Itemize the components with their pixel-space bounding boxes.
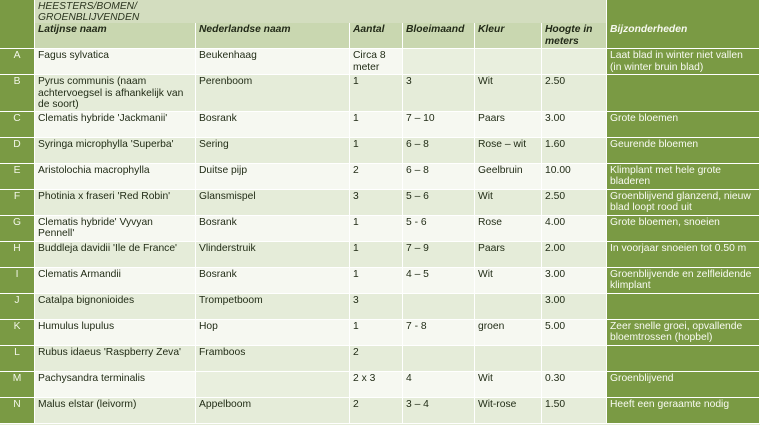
notes-cell: Groenblijvende en zelfleidende klimplant [607,268,760,294]
header-month: Bloeimaand [403,23,475,49]
height-cell: 0.30 [542,372,607,398]
table-row [0,346,760,372]
row-letter-cell: E [0,164,35,190]
row-letter-cell: J [0,294,35,320]
table-row [0,294,760,320]
flower-color-cell: groen [475,320,542,346]
dutch-name-cell [196,372,350,398]
latin-name-cell: Pachysandra terminalis [35,372,196,398]
table-row [0,190,760,216]
header-latin: Latijnse naam [35,23,196,49]
flower-color-cell: Paars [475,242,542,268]
flower-color-cell: Wit [475,75,542,112]
notes-cell: Groenblijvend glanzend, nieuw blad loopt rood uit [607,190,760,216]
dutch-name-cell: Sering [196,138,350,164]
header-count: Aantal [350,23,403,49]
bloom-month-cell: 6 – 8 [403,138,475,164]
bloom-month-cell [403,49,475,75]
count-cell: 1 [350,138,403,164]
height-cell: 2.50 [542,190,607,216]
latin-name-cell: Clematis Armandii [35,268,196,294]
latin-name-cell: Catalpa bignonioides [35,294,196,320]
flower-color-cell [475,294,542,320]
title-notes-cell [607,0,760,23]
title-letter-cell [0,0,35,23]
count-cell: 3 [350,294,403,320]
dutch-name-cell: Framboos [196,346,350,372]
row-letter-cell: H [0,242,35,268]
flower-color-cell: Wit [475,268,542,294]
row-letter-cell: L [0,346,35,372]
table-row [0,398,760,424]
dutch-name-cell: Bosrank [196,268,350,294]
height-cell: 1.60 [542,138,607,164]
notes-cell: Grote bloemen, snoeien [607,216,760,242]
bloom-month-cell: 6 – 8 [403,164,475,190]
bloom-month-cell [403,294,475,320]
count-cell: 2 [350,346,403,372]
flower-color-cell: Rose – wit [475,138,542,164]
height-cell: 1.50 [542,398,607,424]
count-cell: 3 [350,190,403,216]
height-cell: 5.00 [542,320,607,346]
table-row [0,75,760,112]
bloom-month-cell: 5 – 6 [403,190,475,216]
table-row [0,49,760,75]
notes-cell: Klimplant met hele grote bladeren [607,164,760,190]
table-row [0,164,760,190]
height-cell: 2.00 [542,242,607,268]
dutch-name-cell: Appelboom [196,398,350,424]
height-cell: 4.00 [542,216,607,242]
flower-color-cell: Geelbruin [475,164,542,190]
dutch-name-cell: Bosrank [196,216,350,242]
dutch-name-cell: Beukenhaag [196,49,350,75]
row-letter-cell: D [0,138,35,164]
latin-name-cell: Syringa microphylla 'Superba' [35,138,196,164]
dutch-name-cell: Duitse pijp [196,164,350,190]
table-row [0,372,760,398]
bloom-month-cell: 7 – 9 [403,242,475,268]
notes-cell: Grote bloemen [607,112,760,138]
notes-cell: Laat blad in winter niet vallen (in winter bruin blad) [607,49,760,75]
count-cell: 1 [350,216,403,242]
latin-name-cell: Humulus lupulus [35,320,196,346]
count-cell: Circa 8 meter [350,49,403,75]
flower-color-cell: Wit-rose [475,398,542,424]
dutch-name-cell: Glansmispel [196,190,350,216]
title-row [0,0,760,23]
dutch-name-cell: Perenboom [196,75,350,112]
count-cell: 1 [350,75,403,112]
count-cell: 1 [350,112,403,138]
header-color: Kleur [475,23,542,49]
row-letter-cell: C [0,112,35,138]
dutch-name-cell: Hop [196,320,350,346]
flower-color-cell: Rose [475,216,542,242]
bloom-month-cell: 5 - 6 [403,216,475,242]
bloom-month-cell: 7 – 10 [403,112,475,138]
flower-color-cell: Wit [475,190,542,216]
notes-cell: Groenblijvend [607,372,760,398]
header-row [0,23,760,49]
bloom-month-cell: 7 - 8 [403,320,475,346]
height-cell: 3.00 [542,268,607,294]
height-cell: 3.00 [542,294,607,320]
height-cell: 2.50 [542,75,607,112]
height-cell: 10.00 [542,164,607,190]
table-row [0,242,760,268]
notes-cell [607,75,760,112]
row-letter-cell: G [0,216,35,242]
flower-color-cell: Paars [475,112,542,138]
count-cell: 1 [350,242,403,268]
notes-cell [607,294,760,320]
latin-name-cell: Clematis hybride' Vyvyan Pennell' [35,216,196,242]
dutch-name-cell: Vlinderstruik [196,242,350,268]
latin-name-cell: Rubus idaeus 'Raspberry Zeva' [35,346,196,372]
flower-color-cell: Wit [475,372,542,398]
latin-name-cell: Clematis hybride 'Jackmanii' [35,112,196,138]
table-row [0,216,760,242]
dutch-name-cell: Trompetboom [196,294,350,320]
table-title-text: HEESTERS/BOMEN/ GROENBLIJVENDEN [38,1,140,23]
table-row [0,320,760,346]
header-notes: Bijzonderheden [607,23,760,49]
count-cell: 1 [350,268,403,294]
latin-name-cell: Buddleja davidii 'Ile de France' [35,242,196,268]
count-cell: 2 [350,164,403,190]
height-cell: 3.00 [542,112,607,138]
table-row [0,268,760,294]
notes-cell: In voorjaar snoeien tot 0.50 m [607,242,760,268]
notes-cell: Geurende bloemen [607,138,760,164]
bloom-month-cell: 4 – 5 [403,268,475,294]
header-dutch: Nederlandse naam [196,23,350,49]
row-letter-cell: N [0,398,35,424]
latin-name-cell: Aristolochia macrophylla [35,164,196,190]
row-letter-cell: M [0,372,35,398]
bloom-month-cell: 3 – 4 [403,398,475,424]
latin-name-cell: Fagus sylvatica [35,49,196,75]
table-title [35,0,607,23]
bloom-month-cell: 4 [403,372,475,398]
notes-cell [607,346,760,372]
row-letter-cell: A [0,49,35,75]
latin-name-cell: Pyrus communis (naam achtervoegsel is afhankelijk van de soort) [35,75,196,112]
row-letter-cell: K [0,320,35,346]
header-letter [0,23,35,49]
count-cell: 2 x 3 [350,372,403,398]
height-cell [542,346,607,372]
latin-name-cell: Photinia x fraseri 'Red Robin' [35,190,196,216]
row-letter-cell: B [0,75,35,112]
bloom-month-cell [403,346,475,372]
table-row [0,112,760,138]
dutch-name-cell: Bosrank [196,112,350,138]
count-cell: 1 [350,320,403,346]
table-row [0,138,760,164]
header-height: Hoogte in meters [542,23,607,49]
notes-cell: Heeft een geraamte nodig [607,398,760,424]
row-letter-cell: F [0,190,35,216]
flower-color-cell [475,346,542,372]
bloom-month-cell: 3 [403,75,475,112]
height-cell [542,49,607,75]
latin-name-cell: Malus elstar (leivorm) [35,398,196,424]
row-letter-cell: I [0,268,35,294]
notes-cell: Zeer snelle groei, opvallende bloemtrossen (hopbel) [607,320,760,346]
count-cell: 2 [350,398,403,424]
flower-color-cell [475,49,542,75]
